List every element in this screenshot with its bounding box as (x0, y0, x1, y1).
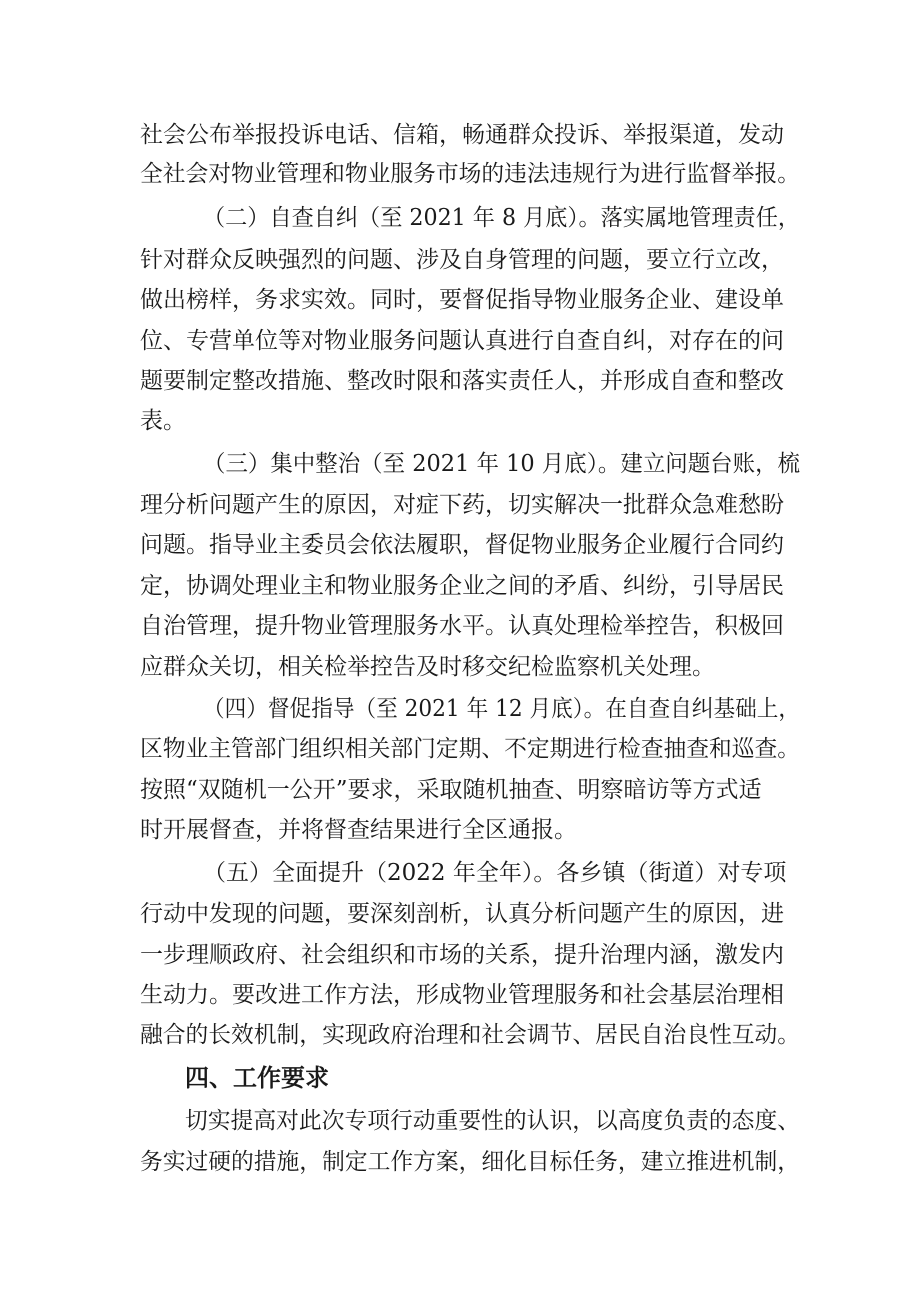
section-paragraph-line: （二）自查自纠（至 2021 年 8 月底）。落实属地管理责任， (203, 205, 800, 231)
body-text-line: 表。 (140, 408, 186, 434)
body-text-line: 全社会对物业管理和物业服务市场的违法违规行为进行监督举报。 (140, 161, 800, 187)
body-text-line: 位、专营单位等对物业服务问题认真进行自查自纠，对存在的问 (140, 328, 784, 354)
body-text-line: 一步理顺政府、社会组织和市场的关系，提升治理内涵，激发内 (140, 942, 784, 968)
body-text-line: 切实提高对此次专项行动重要性的认识，以高度负责的态度、 (185, 1108, 800, 1134)
body-text-line: 应群众关切，相关检举控告及时移交纪检监察机关处理。 (140, 654, 715, 680)
body-text-line: 自治管理，提升物业管理服务水平。认真处理检举控告，积极回 (140, 613, 784, 639)
body-text-line: 问题。指导业主委员会依法履职，督促物业服务企业履行合同约 (140, 532, 784, 558)
body-text-line: 务实过硬的措施，制定工作方案，细化目标任务，建立推进机制， (140, 1149, 800, 1175)
section-paragraph-line: （五）全面提升（2022 年全年）。各乡镇（街道）对专项 (203, 860, 787, 886)
section-paragraph-line: （四）督促指导（至 2021 年 12 月底）。在自查自纠基础上， (203, 696, 800, 722)
body-text-line: 融合的长效机制，实现政府治理和社会调节、居民自治良性互动。 (140, 1022, 800, 1048)
body-text-line: 做出榜样，务求实效。同时，要督促指导物业服务企业、建设单 (140, 287, 784, 313)
body-text-line: 区物业主管部门组织相关部门定期、不定期进行检查抽查和巡查。 (140, 736, 800, 762)
section-paragraph-line: （三）集中整治（至 2021 年 10 月底）。建立问题台账，梳 (203, 451, 800, 477)
body-text-line: 时开展督查，并将督查结果进行全区通报。 (140, 817, 577, 843)
body-text-line: 针对群众反映强烈的问题、涉及自身管理的问题，要立行立改， (140, 247, 784, 273)
section-heading: 四、工作要求 (185, 1064, 329, 1092)
body-text-line: 社会公布举报投诉电话、信箱，畅通群众投诉、举报渠道，发动 (140, 122, 784, 148)
body-text-line: 生动力。要改进工作方法，形成物业管理服务和社会基层治理相 (140, 982, 784, 1008)
body-text-line: 理分析问题产生的原因，对症下药，切实解决一批群众急难愁盼 (140, 492, 784, 518)
body-text-line: 行动中发现的问题，要深刻剖析，认真分析问题产生的原因，进 (140, 901, 784, 927)
body-text-line: 定，协调处理业主和物业服务企业之间的矛盾、纠纷，引导居民 (140, 573, 784, 599)
body-text-line: 按照“双随机一公开”要求，采取随机抽查、明察暗访等方式适 (140, 777, 762, 803)
body-text-line: 题要制定整改措施、整改时限和落实责任人，并形成自查和整改 (140, 368, 784, 394)
